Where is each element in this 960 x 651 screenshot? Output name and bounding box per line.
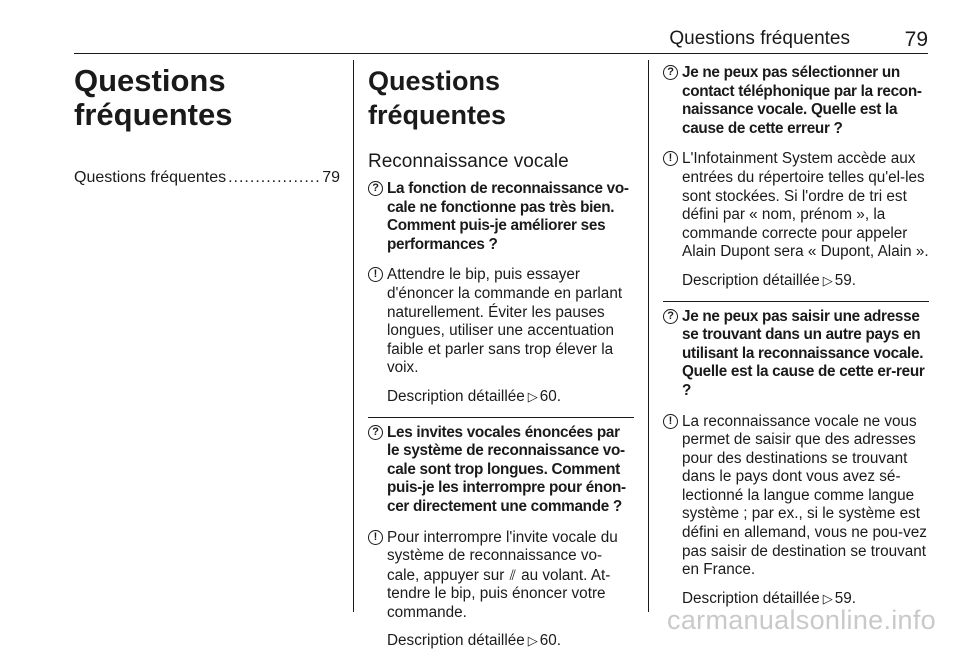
question-icon: ? [368, 425, 383, 440]
column-divider-1 [353, 60, 354, 612]
answer-text: Attendre le bip, puis essayer d'énoncer la commande en parlant naturellement. Éviter les pauses longues, utiliser une accentuation faible et parler sans trop élever la voix. [387, 266, 623, 377]
question-text: Les invites vocales énoncées par le système de reconnaissance vo-cale sont trop longues. Comment puis-je les interrompre pour énon-cer directement une commande ? [387, 423, 626, 515]
toc-entry-label[interactable]: Questions fréquentes [74, 169, 227, 186]
detail-page[interactable]: 59. [834, 589, 857, 607]
detail-label: Description détaillée [682, 271, 820, 289]
exclamation-icon: ! [663, 414, 678, 429]
faq-question [368, 424, 634, 517]
detail-label: Description détaillée [387, 387, 525, 405]
faq-column-2 [663, 60, 929, 608]
toc-entry-page[interactable]: 79 [322, 169, 340, 186]
faq-question [663, 308, 929, 401]
page-reference-arrow-icon: ▷ [527, 388, 538, 404]
detail-reference[interactable] [663, 272, 929, 291]
faq-answer [663, 413, 929, 580]
detail-page[interactable]: 59. [834, 271, 857, 289]
answer-text-before: Pour interrompre l'invite vocale du système de reconnaissance vo-cale, appuyer sur [387, 528, 618, 584]
toc-leader-dots [228, 168, 320, 188]
detail-label: Description détaillée [682, 589, 820, 607]
faq-question [663, 64, 929, 138]
page-reference-arrow-icon: ▷ [822, 590, 833, 606]
toc-entry[interactable] [74, 168, 340, 188]
faq-answer [368, 266, 634, 378]
exclamation-icon: ! [663, 151, 678, 166]
chapter-title [74, 64, 340, 132]
detail-page[interactable]: 60. [539, 387, 562, 405]
question-icon: ? [663, 309, 678, 324]
question-icon: ? [663, 65, 678, 80]
faq-column-1 [368, 60, 634, 651]
faq-separator [663, 301, 929, 302]
question-text: Je ne peux pas sélectionner un contact téléphonique par la recon-naissance vocale. Quelle est la cause de cette erreur ? [682, 64, 922, 137]
exclamation-icon: ! [368, 267, 383, 282]
section-title: Questions fréquentes [368, 66, 507, 130]
detail-label: Description détaillée [387, 632, 525, 650]
chapter-column [74, 60, 340, 188]
question-text: Je ne peux pas saisir une adresse se trouvant dans un autre pays en utilisant la reconnaissance vocale. Quelle est la cause de cette er-reur ? [682, 307, 925, 399]
header-divider [74, 53, 928, 54]
answer-text: L'Infotainment System accède aux entrées du répertoire telles qu'el-les sont stockées. Si l'ordre de tri est défini par « nom, prénom », la commande correcte pour appeler Alain Dupont sera « Dupont, Alain ». [682, 150, 929, 261]
answer-text-after: au volant. At-tendre le bip, puis énoncer votre commande. [387, 566, 611, 621]
question-text: La fonction de reconnaissance vo-cale ne fonctionne pas très bien. Comment puis-je améliorer ses performances ? [387, 180, 629, 253]
chapter-title-line2: fréquentes [74, 97, 233, 132]
chapter-title-line1: Questions [74, 63, 226, 98]
faq-question [368, 180, 634, 254]
column-divider-2 [648, 60, 649, 612]
faq-answer [368, 529, 634, 623]
voice-button-icon: ⫽ [509, 566, 516, 583]
subsection-title: Reconnaissance vocale [368, 151, 569, 172]
detail-reference[interactable] [368, 388, 634, 407]
faq-answer [663, 150, 929, 262]
page-reference-arrow-icon: ▷ [527, 633, 538, 649]
running-header-title: Questions fréquentes [669, 28, 850, 49]
page-reference-arrow-icon: ▷ [822, 272, 833, 288]
exclamation-icon: ! [368, 530, 383, 545]
faq-separator [368, 417, 634, 418]
answer-text: La reconnaissance vocale ne vous permet de saisir que des adresses pour des destinations se trouvant dans le pays dont vous avez sé-lectionné la langue comme langue système ; par ex., si le système est défini en allemand, vous ne pou-vez pas saisir de destination se trouvant en France. [682, 412, 927, 579]
detail-page[interactable]: 60. [539, 632, 562, 650]
site-watermark: carmanualsonline.info [667, 605, 936, 635]
question-icon: ? [368, 181, 383, 196]
page-number: 79 [904, 28, 928, 51]
